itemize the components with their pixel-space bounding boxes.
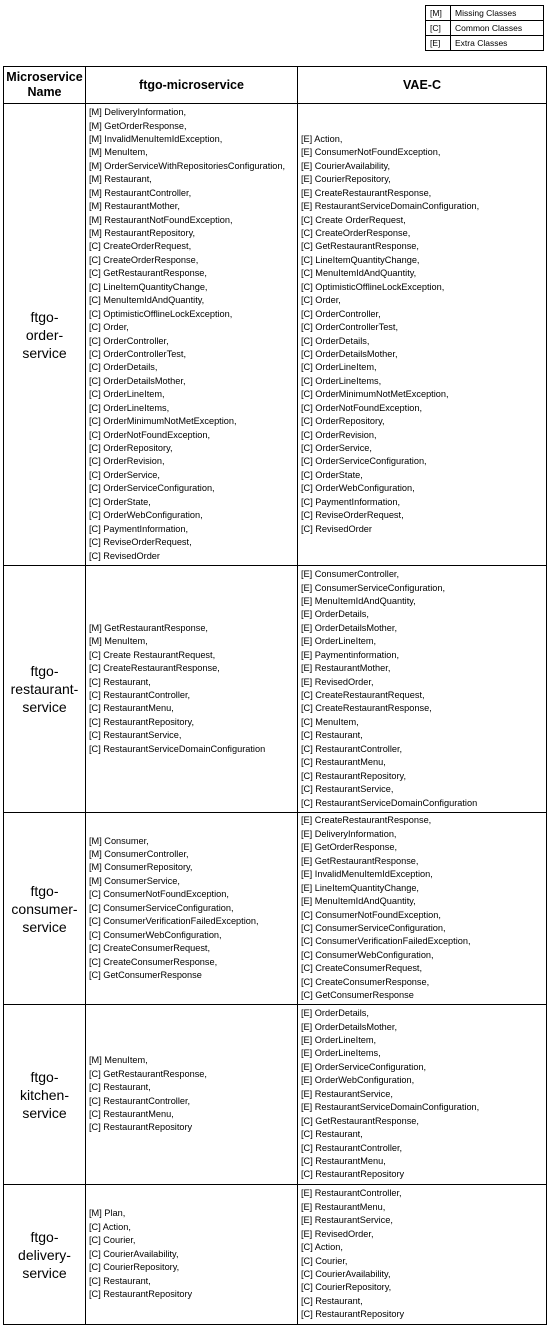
class-entry: [C] CreateConsumerRequest, [301,963,423,974]
class-entry: [C] ConsumerWebConfiguration, [89,929,222,940]
header-row [4,67,547,104]
class-entry: [E] OrderLineItem, [301,636,377,647]
legend-code: [M] [426,6,451,21]
class-entry: [C] OrderService, [89,469,160,480]
service-name-line: service [22,699,67,715]
class-entry: [C] RestaurantService, [301,784,394,795]
service-name-cell [4,566,86,813]
class-entry: [C] ConsumerServiceConfiguration, [301,922,446,933]
class-entry: [C] Courier, [89,1235,136,1246]
class-entry: [C] Order, [89,322,129,333]
class-entry: [C] Restaurant, [89,1275,151,1286]
service-name-cell [4,813,86,1005]
service-name-cell [4,104,86,566]
class-entry: [C] ConsumerNotFoundException, [89,889,229,900]
class-entry: [C] RestaurantRepository [89,1122,193,1133]
class-entry: [C] OrderNotFoundException, [89,429,211,440]
service-name-line: restaurant- [10,681,79,697]
class-entry: [C] OrderLineItems, [301,375,382,386]
service-name-line: service [22,1264,67,1281]
class-entry: [C] OrderController, [301,308,381,319]
class-entry: [C] ConsumerWebConfiguration, [301,949,434,960]
class-entry: [M] RestaurantNotFoundException, [89,214,233,225]
class-entry: [E] OrderDetails, [301,609,369,620]
class-entry: [E] RevisedOrder, [301,1228,374,1239]
class-entry: [C] RestaurantMenu, [89,1108,174,1119]
class-entry: [C] Action, [301,1242,343,1253]
class-entry: [E] OrderLineItems, [301,1048,381,1059]
ftgo-class-list [86,566,298,813]
class-entry: [C] CourierRepository, [89,1262,180,1273]
class-entry: [C] RestaurantRepository [301,1309,405,1320]
class-entry: [C] OrderDetails, [89,362,158,373]
class-entry: [C] CreateOrderResponse, [301,228,411,238]
class-entry: [C] RestaurantMenu, [301,1155,386,1166]
class-entry: [C] OrderLineItems, [89,402,170,413]
class-entry: [C] MenuItemIdAndQuantity, [89,295,205,306]
class-entry: [C] RestaurantServiceDomainConfiguration [301,797,478,808]
class-entry: [E] ConsumerServiceConfiguration, [301,582,446,593]
service-name-line: kitchen- [19,1086,70,1103]
class-entry: [C] OrderServiceConfiguration, [89,483,215,494]
class-entry: [C] OptimisticOfflineLockException, [89,308,233,319]
class-entry: [C] CreateRestaurantResponse, [89,663,220,674]
class-entry: [C] GetRestaurantResponse, [89,1068,207,1079]
vae-class-list [298,566,547,813]
class-entry: [C] RestaurantMenu, [89,703,174,714]
class-entry: [E] CreateRestaurantResponse, [301,187,432,198]
class-entry: [M] ConsumerController, [89,849,189,860]
class-entry: [C] RestaurantController, [301,1142,403,1153]
class-entry: [E] MenuItemIdAndQuantity, [301,896,416,907]
legend-label: Missing Classes [451,6,544,21]
ftgo-class-list [86,813,298,1005]
service-row [4,566,547,813]
class-entry: [M] GetRestaurantResponse, [89,622,208,633]
class-entry: [C] CreateRestaurantResponse, [301,703,432,714]
class-entry: [C] ReviseOrderRequest, [89,537,192,548]
class-entry: [E] RestaurantService, [301,1088,393,1099]
service-name-cell [4,1005,86,1185]
class-entry: [C] CourierRepository, [301,1282,392,1293]
class-entry: [E] Action, [301,133,343,144]
ftgo-class-list [86,1185,298,1325]
class-entry: [C] OrderControllerTest, [301,322,399,333]
class-entry: [C] Action, [89,1221,131,1232]
service-row [4,1005,547,1185]
class-entry: [M] ConsumerRepository, [89,862,193,873]
class-entry: [E] LineItemQuantityChange, [301,882,419,893]
legend-code: [E] [426,36,451,51]
class-entry: [C] RestaurantController, [89,690,191,700]
ftgo-class-list [86,104,298,566]
class-entry: [E] RestaurantMother, [301,663,391,674]
service-name-line: order- [25,326,64,343]
class-entry: [C] OrderState, [89,496,151,507]
class-entry: [E] OrderServiceConfiguration, [301,1061,427,1072]
legend-table [425,5,544,51]
class-entry: [C] CreateConsumerResponse, [89,956,218,967]
class-entry: [C] OrderRepository, [301,416,385,427]
class-entry: [M] MenuItem, [89,1055,148,1066]
class-entry: [C] RestaurantServiceDomainConfiguration [89,743,266,754]
ftgo-class-list [86,1005,298,1185]
service-name-line: consumer- [11,900,78,917]
legend-row [426,21,544,36]
class-entry: [M] Consumer, [89,835,149,846]
class-entry: [E] RestaurantServiceDomainConfiguration, [301,201,480,212]
class-entry: [M] InvalidMenuItemIdException, [89,133,223,144]
class-entry: [C] LineItemQuantityChange, [89,281,208,292]
class-entry: [E] RestaurantController, [301,1188,402,1199]
header-microservice-line2: Name [27,85,62,99]
header-ftgo-microservice: ftgo-microservice [86,67,298,104]
class-entry: [E] OrderDetailsMother, [301,1021,397,1032]
legend-row [426,6,544,21]
class-entry: [M] RestaurantController, [89,187,192,198]
service-name-line: service [22,344,67,361]
class-entry: [C] CreateOrderResponse, [89,254,199,265]
class-entry: [C] RestaurantRepository [301,1169,405,1180]
class-entry: [E] CreateRestaurantResponse, [301,815,432,826]
class-entry: [C] OrderMinimumNotMetException, [89,416,237,427]
class-entry: [E] RestaurantServiceDomainConfiguration, [301,1102,480,1113]
class-entry: [M] Plan, [89,1208,126,1219]
class-entry: [M] OrderServiceWithRepositoriesConfiguration, [89,160,286,171]
service-name-line: ftgo- [30,308,59,325]
class-entry: [C] GetRestaurantResponse, [89,268,207,279]
class-entry: [E] OrderWebConfiguration, [301,1075,415,1086]
class-entry: [C] OrderDetailsMother, [89,375,186,386]
vae-class-list [298,1185,547,1325]
class-entry: [C] OptimisticOfflineLockException, [301,281,445,292]
class-entry: [C] CreateConsumerResponse, [301,976,430,987]
class-entry: [C] OrderRevision, [301,429,377,440]
service-name-line: ftgo- [30,882,59,899]
class-entry: [C] GetConsumerResponse [89,969,202,980]
class-entry: [M] RestaurantRepository, [89,228,196,238]
class-entry: [E] OrderDetailsMother, [301,622,397,633]
class-entry: [C] ConsumerVerificationFailedException, [301,936,471,947]
class-entry: [C] OrderLineItem, [89,389,165,400]
legend-row [426,36,544,51]
class-entry: [C] ReviseOrderRequest, [301,510,404,521]
class-entry: [C] ConsumerNotFoundException, [301,909,441,920]
service-name-line: ftgo- [30,1068,59,1085]
class-entry: [E] RestaurantMenu, [301,1201,386,1212]
class-entry: [C] OrderDetails, [301,335,370,346]
class-entry: [M] ConsumerService, [89,875,180,886]
class-entry: [E] DeliveryInformation, [301,828,397,839]
class-entry: [C] RestaurantMenu, [301,757,386,768]
class-entry: [C] OrderDetailsMother, [301,348,398,359]
class-entry: [C] OrderRevision, [89,456,165,467]
vae-class-list [298,813,547,1005]
class-entry: [E] CourierAvailability, [301,160,391,171]
class-entry: [C] MenuItem, [301,716,359,727]
class-entry: [M] RestaurantMother, [89,201,180,212]
class-entry: [C] OrderNotFoundException, [301,402,423,413]
service-name-line: service [22,1104,67,1121]
service-name-line: delivery- [18,1246,71,1263]
class-entry: [C] OrderState, [301,469,363,480]
class-entry: [C] RevisedOrder [89,550,160,561]
class-entry: [C] ConsumerServiceConfiguration, [89,902,234,913]
class-entry: [C] LineItemQuantityChange, [301,254,420,265]
legend-code: [C] [426,21,451,36]
class-entry: [C] RestaurantRepository, [301,770,407,781]
class-entry: [C] OrderController, [89,335,169,346]
class-entry: [C] GetRestaurantResponse, [301,241,419,252]
class-entry: [E] Paymentinformation, [301,649,400,660]
class-entry: [M] GetOrderResponse, [89,120,187,131]
class-entry: [C] MenuItemIdAndQuantity, [301,268,417,279]
class-entry: [E] RestaurantService, [301,1215,393,1226]
service-name-line: service [22,918,67,935]
class-entry: [C] Create RestaurantRequest, [89,649,216,660]
class-entry: [M] MenuItem, [89,636,148,647]
class-entry: [C] Restaurant, [301,1129,363,1140]
class-entry: [C] OrderService, [301,443,372,453]
class-entry: [C] OrderControllerTest, [89,348,187,359]
class-entry: [C] Restaurant, [301,730,363,741]
class-entry: [C] PaymentInformation, [301,496,401,507]
class-entry: [C] CreateOrderRequest, [89,241,192,252]
service-row [4,813,547,1005]
service-name-line: ftgo- [30,663,59,679]
class-entry: [C] GetConsumerResponse [301,990,414,1001]
class-entry: [C] Restaurant, [301,1295,363,1306]
class-entry: [C] OrderLineItem, [301,362,377,373]
service-name-cell [4,1185,86,1325]
header-microservice-line1: Microservice [6,70,83,84]
class-entry: [C] Restaurant, [89,1082,151,1093]
class-entry: [C] RevisedOrder [301,523,372,534]
class-entry: [M] DeliveryInformation, [89,107,187,118]
comparison-table [3,66,547,1325]
service-row [4,1185,547,1325]
class-entry: [C] CreateConsumerRequest, [89,943,211,954]
legend-label: Extra Classes [451,36,544,51]
class-entry: [C] RestaurantController, [89,1095,191,1106]
class-entry: [C] RestaurantRepository, [89,716,195,727]
class-entry: [C] CourierAvailability, [301,1268,391,1279]
class-entry: [E] RevisedOrder, [301,676,374,687]
class-entry: [E] InvalidMenuItemIdException, [301,869,433,880]
class-entry: [E] ConsumerNotFoundException, [301,147,441,158]
class-entry: [C] RestaurantRepository [89,1289,193,1300]
class-entry: [E] CourierRepository, [301,174,391,185]
vae-class-list [298,104,547,566]
class-entry: [C] ConsumerVerificationFailedException, [89,916,259,927]
service-row [4,104,547,566]
class-entry: [C] RestaurantController, [301,743,403,754]
class-entry: [C] Courier, [301,1255,348,1266]
class-entry: [E] ConsumerController, [301,569,400,580]
service-name-line: ftgo- [30,1228,59,1245]
class-entry: [C] PaymentInformation, [89,523,189,534]
class-entry: [C] GetRestaurantResponse, [301,1115,419,1126]
class-entry: [M] MenuItem, [89,147,148,158]
class-entry: [C] Restaurant, [89,676,151,687]
class-entry: [E] GetRestaurantResponse, [301,855,419,866]
class-entry: [E] GetOrderResponse, [301,842,398,853]
class-entry: [C] OrderWebConfiguration, [301,483,415,494]
class-entry: [C] OrderServiceConfiguration, [301,456,427,467]
vae-class-list [298,1005,547,1185]
class-entry: [E] MenuItemIdAndQuantity, [301,595,416,606]
class-entry: [C] OrderWebConfiguration, [89,510,203,521]
class-entry: [C] OrderRepository, [89,443,173,453]
class-entry: [C] OrderMinimumNotMetException, [301,389,449,400]
class-entry: [C] Order, [301,295,341,306]
class-entry: [C] Create OrderRequest, [301,214,406,225]
header-microservice-name [4,67,86,104]
class-entry: [C] CreateRestaurantRequest, [301,690,425,700]
class-entry: [M] Restaurant, [89,174,152,185]
class-entry: [E] OrderDetails, [301,1008,369,1019]
class-entry: [E] OrderLineItem, [301,1035,377,1046]
legend-label: Common Classes [451,21,544,36]
class-entry: [C] CourierAvailability, [89,1248,179,1259]
header-vae-c: VAE-C [298,67,547,104]
class-entry: [C] RestaurantService, [89,730,182,741]
